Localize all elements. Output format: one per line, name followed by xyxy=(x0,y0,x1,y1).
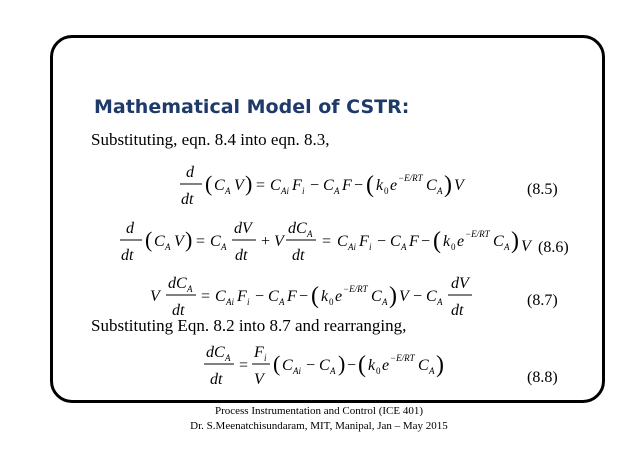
svg-text:C: C xyxy=(319,357,330,374)
svg-text:k: k xyxy=(321,288,329,305)
eq-number-8-6: (8.6) xyxy=(538,239,569,256)
svg-text:Ai: Ai xyxy=(293,366,301,376)
svg-text:C: C xyxy=(268,288,279,305)
svg-text:V: V xyxy=(174,233,184,250)
svg-text:Ai: Ai xyxy=(281,186,289,196)
svg-text:=: = xyxy=(201,288,211,305)
svg-text:C: C xyxy=(282,357,293,374)
svg-text:F: F xyxy=(359,233,369,250)
svg-text:V: V xyxy=(274,233,284,250)
svg-text:−E/RT: −E/RT xyxy=(390,353,415,363)
svg-text:F: F xyxy=(409,233,419,250)
svg-text:i: i xyxy=(302,186,305,196)
svg-text:d: d xyxy=(186,164,194,181)
svg-text:V: V xyxy=(234,177,244,194)
svg-text:A: A xyxy=(165,242,171,252)
svg-text:): ) xyxy=(185,227,193,252)
svg-text:0: 0 xyxy=(329,297,334,307)
svg-text:−: − xyxy=(377,233,387,250)
svg-text:A: A xyxy=(307,229,313,239)
equation-8-6 xyxy=(110,216,520,266)
equation-8-5 xyxy=(170,160,470,210)
svg-text:V: V xyxy=(254,371,264,388)
equation-8-7 xyxy=(144,271,484,321)
svg-text:A: A xyxy=(225,353,231,363)
equation-8-6-trailing-v: V xyxy=(521,238,531,255)
svg-text:dt: dt xyxy=(210,371,223,388)
svg-text:i: i xyxy=(264,353,267,363)
svg-text:−: − xyxy=(413,288,423,305)
svg-text:d: d xyxy=(126,220,134,237)
svg-text:C: C xyxy=(214,177,225,194)
svg-text:e: e xyxy=(390,177,398,194)
svg-text:dC: dC xyxy=(168,275,187,292)
svg-text:A: A xyxy=(225,186,231,196)
footer-course: Process Instrumentation and Control (ICE 401) xyxy=(214,405,424,417)
eq-number-8-5: (8.5) xyxy=(527,181,558,198)
eq-number-8-8: (8.8) xyxy=(527,369,558,386)
svg-text:C: C xyxy=(337,233,348,250)
svg-text:(: ( xyxy=(358,352,366,378)
svg-text:A: A xyxy=(330,366,336,376)
svg-text:(: ( xyxy=(433,228,441,254)
svg-text:C: C xyxy=(210,233,221,250)
svg-text:C: C xyxy=(371,288,382,305)
svg-text:C: C xyxy=(426,177,437,194)
svg-text:−: − xyxy=(421,233,431,250)
svg-text:−E/RT: −E/RT xyxy=(343,284,368,294)
svg-text:−: − xyxy=(299,288,309,305)
svg-text:C: C xyxy=(270,177,281,194)
svg-text:C: C xyxy=(426,288,437,305)
svg-text:e: e xyxy=(382,357,390,374)
svg-text:k: k xyxy=(368,357,376,374)
svg-text:=: = xyxy=(256,177,266,194)
svg-text:A: A xyxy=(437,297,443,307)
svg-text:0: 0 xyxy=(376,366,381,376)
svg-text:C: C xyxy=(215,288,226,305)
svg-text:−: − xyxy=(347,357,357,374)
svg-text:A: A xyxy=(429,366,435,376)
svg-text:F: F xyxy=(254,344,264,361)
svg-text:i: i xyxy=(369,242,372,252)
svg-text:A: A xyxy=(279,297,285,307)
equation-8-8 xyxy=(198,340,448,390)
svg-text:e: e xyxy=(457,233,465,250)
slide-title: Mathematical Model of CSTR: xyxy=(94,96,410,118)
svg-text:dC: dC xyxy=(206,344,225,361)
svg-text:dt: dt xyxy=(451,302,464,319)
svg-text:0: 0 xyxy=(384,186,389,196)
svg-text:dC: dC xyxy=(288,220,307,237)
svg-text:A: A xyxy=(334,186,340,196)
svg-text:): ) xyxy=(444,172,452,198)
svg-text:): ) xyxy=(511,228,519,254)
svg-text:C: C xyxy=(323,177,334,194)
svg-text:V: V xyxy=(454,177,464,194)
svg-text:F: F xyxy=(342,177,352,194)
svg-text:(: ( xyxy=(145,227,153,252)
svg-text:(: ( xyxy=(205,171,213,196)
svg-text:−: − xyxy=(306,357,316,374)
svg-text:A: A xyxy=(437,186,443,196)
svg-text:dt: dt xyxy=(181,191,194,208)
svg-text:A: A xyxy=(221,242,227,252)
svg-text:=: = xyxy=(322,233,332,250)
svg-text:=: = xyxy=(239,357,249,374)
svg-text:0: 0 xyxy=(451,242,456,252)
svg-text:C: C xyxy=(493,233,504,250)
svg-text:F: F xyxy=(292,177,302,194)
svg-text:+: + xyxy=(261,233,271,250)
svg-text:dV: dV xyxy=(451,275,469,292)
svg-text:): ) xyxy=(338,351,346,376)
svg-text:Ai: Ai xyxy=(226,297,234,307)
svg-text:dt: dt xyxy=(121,247,134,264)
svg-text:e: e xyxy=(335,288,343,305)
svg-text:dt: dt xyxy=(235,247,248,264)
svg-text:−: − xyxy=(310,177,320,194)
svg-text:C: C xyxy=(154,233,165,250)
svg-text:dt: dt xyxy=(172,302,185,319)
svg-text:(: ( xyxy=(366,172,374,198)
svg-text:A: A xyxy=(187,284,193,294)
svg-text:−E/RT: −E/RT xyxy=(398,173,423,183)
svg-text:F: F xyxy=(237,288,247,305)
eq-number-8-7: (8.7) xyxy=(527,292,558,309)
svg-text:V: V xyxy=(150,288,160,305)
svg-text:−: − xyxy=(354,177,364,194)
svg-text:k: k xyxy=(376,177,384,194)
rearranging-text: Substituting Eqn. 8.2 into 8.7 and rearranging, xyxy=(91,316,407,335)
svg-text:i: i xyxy=(247,297,250,307)
svg-text:−: − xyxy=(255,288,265,305)
svg-text:(: ( xyxy=(273,351,281,376)
svg-text:Ai: Ai xyxy=(348,242,356,252)
intro-text: Substituting, eqn. 8.4 into eqn. 8.3, xyxy=(91,130,330,149)
svg-text:A: A xyxy=(401,242,407,252)
svg-text:k: k xyxy=(443,233,451,250)
svg-text:C: C xyxy=(390,233,401,250)
footer-author: Dr. S.Meenatchisundaram, MIT, Manipal, Jan – May 2015 xyxy=(190,420,448,432)
svg-text:dt: dt xyxy=(292,247,305,264)
svg-text:−E/RT: −E/RT xyxy=(465,229,490,239)
svg-text:): ) xyxy=(389,283,397,309)
svg-text:dV: dV xyxy=(234,220,252,237)
svg-text:V: V xyxy=(399,288,409,305)
svg-text:=: = xyxy=(196,233,206,250)
svg-text:(: ( xyxy=(311,283,319,309)
svg-text:A: A xyxy=(382,297,388,307)
svg-text:F: F xyxy=(287,288,297,305)
svg-text:): ) xyxy=(245,171,253,196)
svg-text:C: C xyxy=(418,357,429,374)
svg-text:): ) xyxy=(436,352,444,378)
svg-text:A: A xyxy=(504,242,510,252)
